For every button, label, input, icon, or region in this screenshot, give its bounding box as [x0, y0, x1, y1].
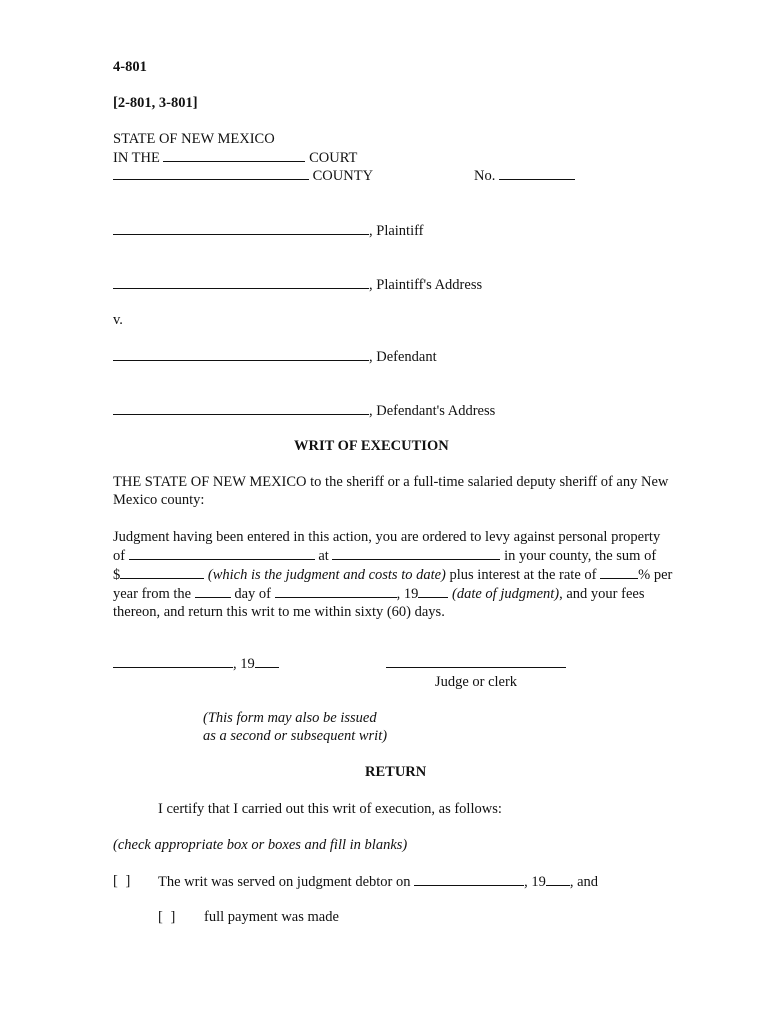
- served-date-field[interactable]: [414, 872, 524, 886]
- case-number: [474, 166, 575, 185]
- plaintiff-address-line: [113, 275, 482, 294]
- defendant-address-line: [113, 401, 495, 420]
- county-name-field[interactable]: [113, 166, 309, 180]
- full-payment-checkbox[interactable]: [ ]: [158, 909, 178, 925]
- interest-rate-field[interactable]: [600, 565, 638, 579]
- note-line-1: (This form may also be issued: [203, 710, 377, 726]
- form-alt-numbers: [2-801, 3-801]: [113, 95, 198, 111]
- in-the-label: IN THE: [113, 150, 160, 166]
- plaintiff-label: , Plaintiff: [369, 223, 424, 239]
- issue-year-field[interactable]: [255, 654, 279, 668]
- defendant-address-label: , Defendant's Address: [369, 403, 496, 419]
- levy-line-4: year from the day of , 19 (date of judgment), and your fees: [113, 586, 645, 602]
- return-title: RETURN: [365, 764, 427, 780]
- plaintiff-address-field[interactable]: [113, 275, 369, 289]
- intro-line-1: THE STATE OF NEW MEXICO to the sheriff or a full-time salaried deputy sheriff of any New: [113, 474, 669, 490]
- levy-line-5: thereon, and return this writ to me within sixty (60) days.: [113, 604, 445, 620]
- served-year-field[interactable]: [546, 872, 570, 886]
- intro-line-2: Mexico county:: [113, 492, 205, 508]
- court-name-field[interactable]: [163, 148, 305, 162]
- full-payment-label: full payment was made: [204, 909, 339, 925]
- defendant-line: [113, 347, 437, 366]
- court-line: [113, 148, 357, 167]
- property-location-field[interactable]: [332, 546, 500, 560]
- versus: v.: [113, 312, 123, 328]
- judge-signature-field[interactable]: [386, 654, 566, 668]
- levy-line-2: of at in your county, the sum of: [113, 548, 657, 564]
- served-checkbox[interactable]: [ ]: [113, 873, 133, 889]
- judgment-day-field[interactable]: [195, 584, 231, 598]
- issue-date-field[interactable]: [113, 654, 233, 668]
- court-label: COURT: [309, 150, 358, 166]
- judge-clerk-label: Judge or clerk: [434, 674, 518, 690]
- note-line-2: as a second or subsequent writ): [203, 728, 388, 744]
- judgment-month-field[interactable]: [275, 584, 397, 598]
- defendant-address-field[interactable]: [113, 401, 369, 415]
- case-number-label: No.: [474, 168, 496, 184]
- levy-line-1: Judgment having been entered in this action, you are ordered to levy against personal property: [113, 529, 661, 545]
- state-heading: STATE OF NEW MEXICO: [113, 131, 275, 147]
- defendant-label: , Defendant: [369, 349, 437, 365]
- issue-date-line: , 19: [113, 654, 279, 673]
- plaintiff-address-label: , Plaintiff's Address: [369, 277, 483, 293]
- check-instruction: (check appropriate box or boxes and fill in blanks): [113, 837, 408, 853]
- form-number: 4-801: [113, 59, 147, 75]
- county-line: [113, 166, 373, 185]
- served-line: The writ was served on judgment debtor on , 19 , and: [158, 874, 599, 890]
- certify-statement: I certify that I carried out this writ of execution, as follows:: [158, 801, 502, 817]
- writ-title: WRIT OF EXECUTION: [294, 438, 449, 454]
- sum-field[interactable]: [120, 565, 204, 579]
- levy-paragraph: [113, 528, 681, 621]
- county-label: COUNTY: [312, 168, 374, 184]
- plaintiff-line: [113, 221, 424, 240]
- judgment-year-field[interactable]: [418, 584, 448, 598]
- levy-line-3: $ (which is the judgment and costs to date) plus interest at the rate of % per: [113, 567, 673, 583]
- intro-paragraph: [113, 473, 681, 509]
- judge-signature-line: [386, 654, 566, 673]
- case-number-field[interactable]: [499, 166, 575, 180]
- plaintiff-field[interactable]: [113, 221, 369, 235]
- defendant-field[interactable]: [113, 347, 369, 361]
- property-owner-field[interactable]: [129, 546, 315, 560]
